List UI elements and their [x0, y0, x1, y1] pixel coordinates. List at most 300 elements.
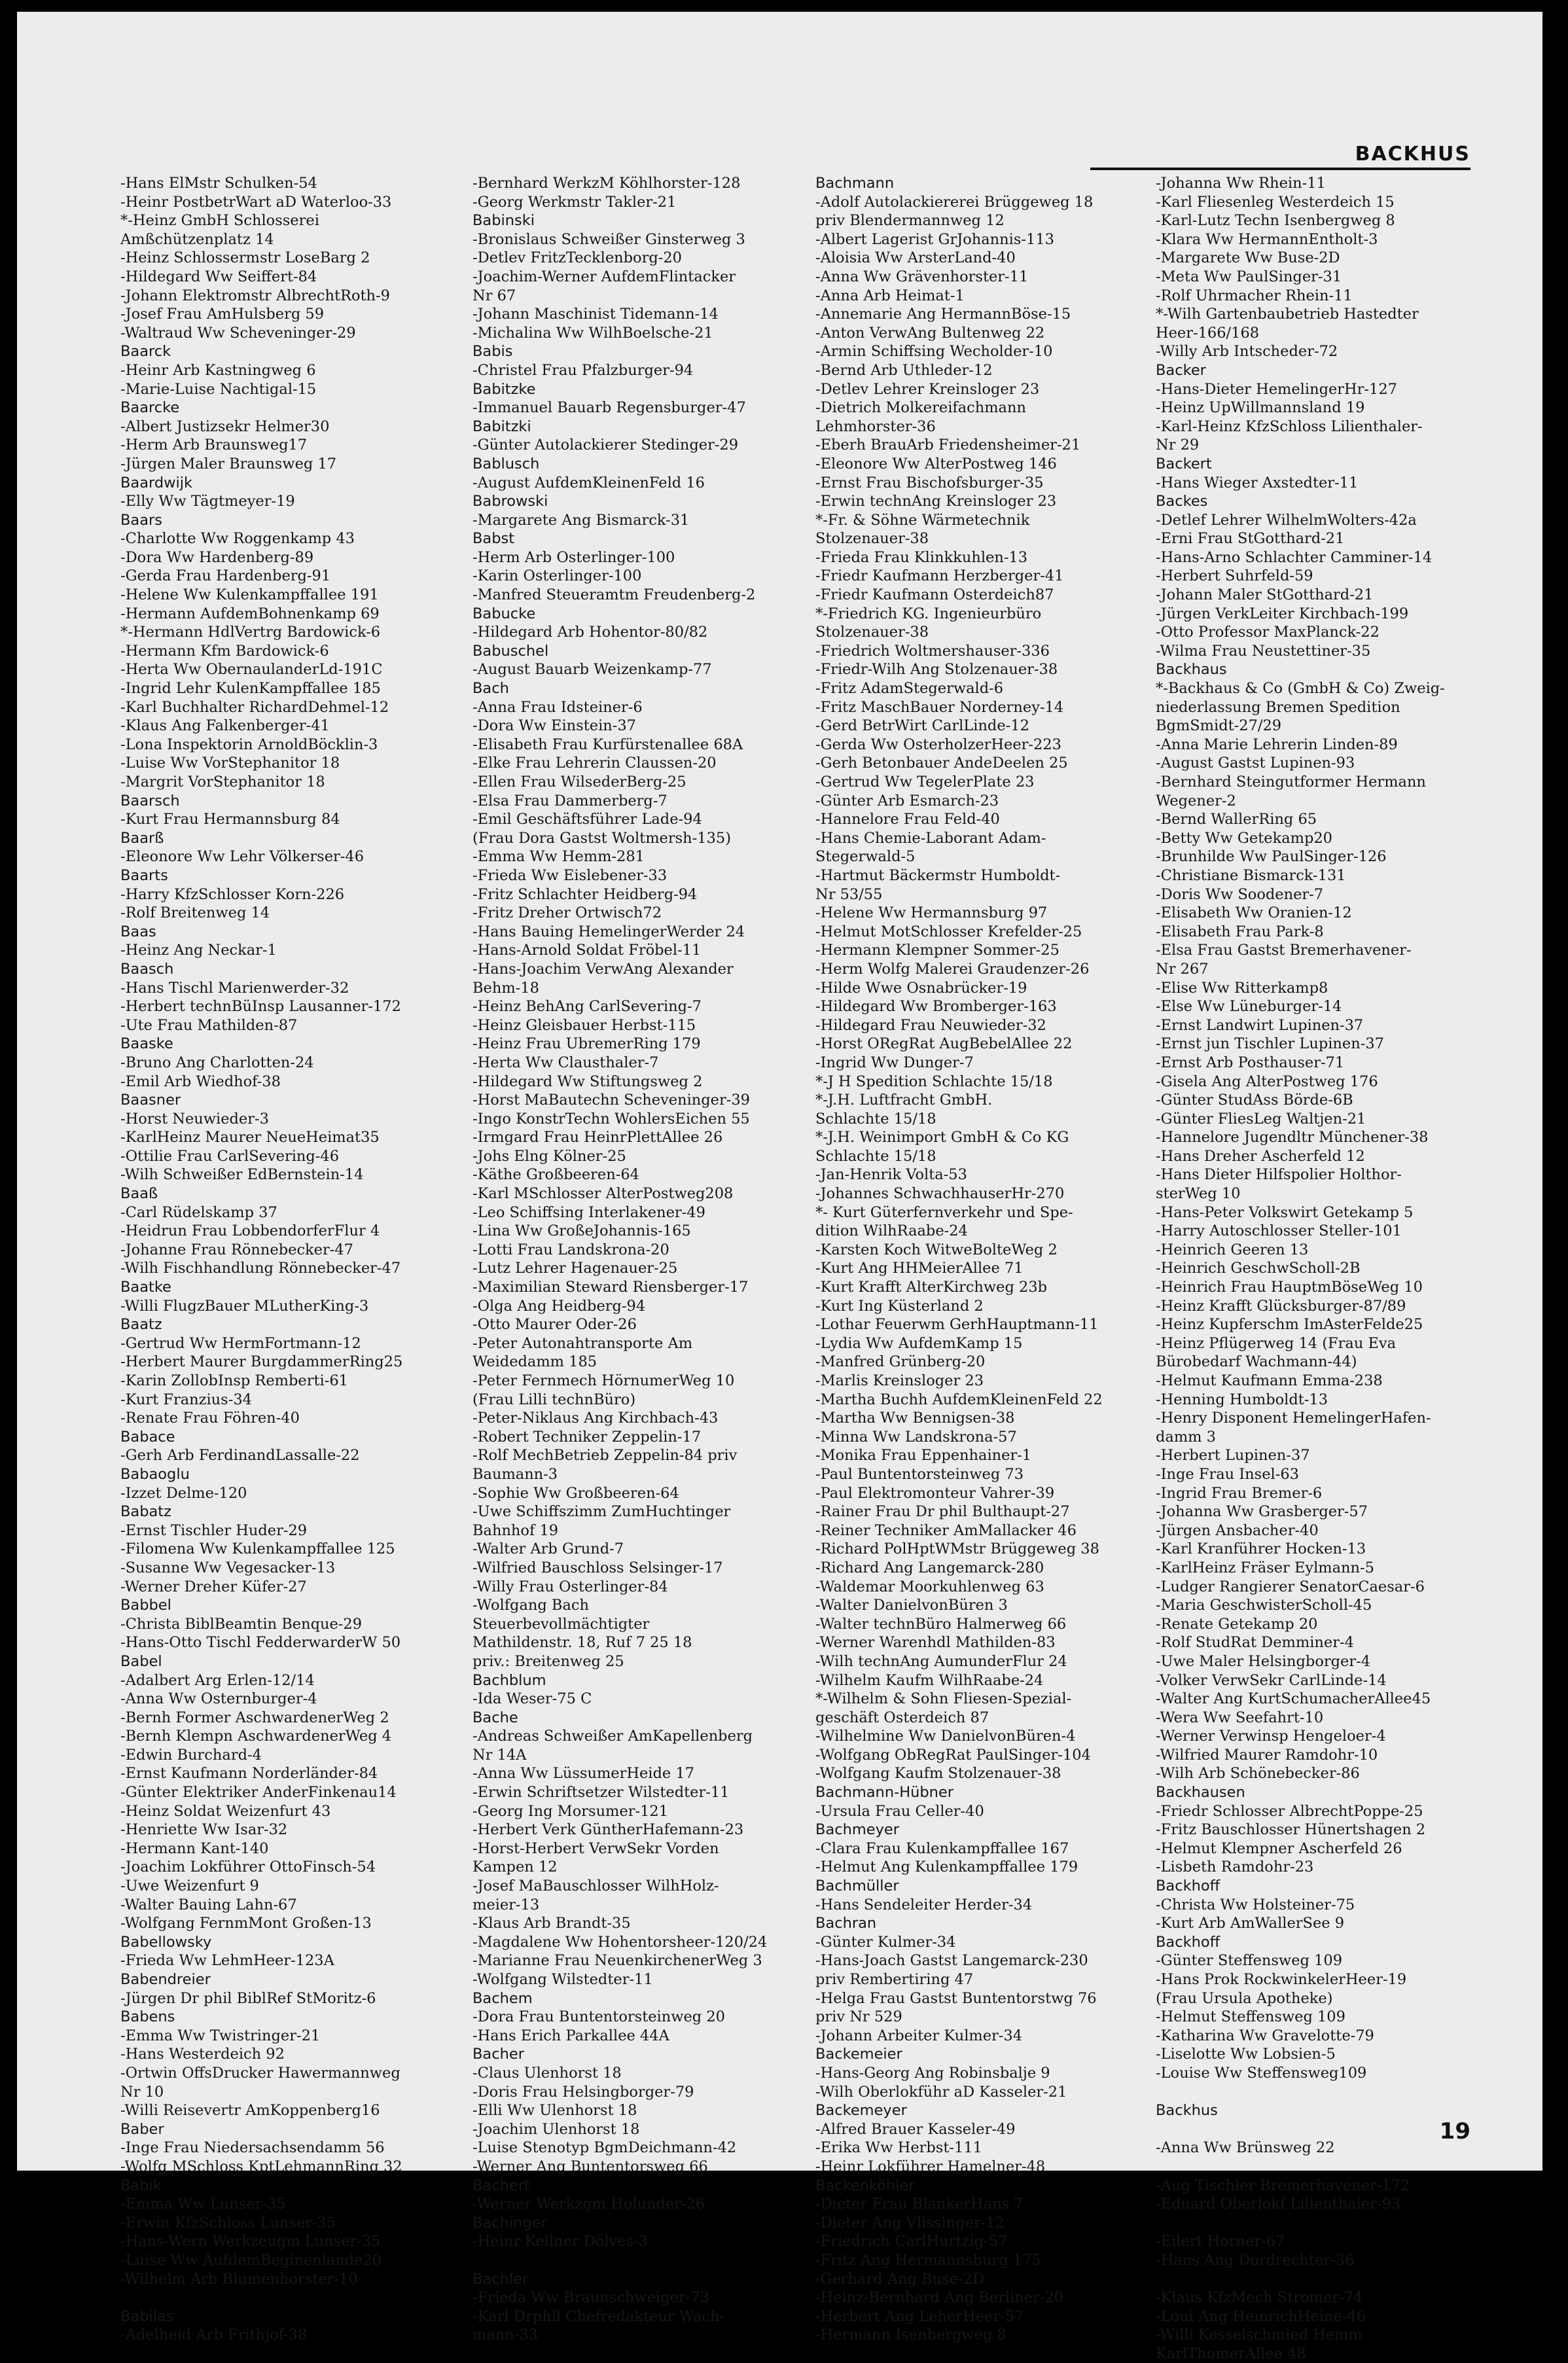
- directory-entry: -Peter Autonahtransporte Am: [472, 1334, 693, 1352]
- directory-entry: -Otto Maurer Oder-26: [472, 1316, 637, 1334]
- directory-entry: *-J.H. Luftfracht GmbH.: [815, 1092, 993, 1109]
- directory-entry: -Margarete Ang Bismarck-31: [472, 511, 690, 529]
- directory-entry: -Lydia Ww AufdemKamp 15: [815, 1334, 1023, 1352]
- directory-entry: -Heinz Frau UbremerRing 179: [472, 1035, 701, 1053]
- directory-page: [17, 12, 1542, 2362]
- directory-entry: -Georg Ing Morsumer-121: [472, 1802, 669, 1820]
- directory-entry: -Hildegard Ww Seiffert-84: [120, 268, 317, 285]
- directory-entry: -Lotti Frau Landskrona-20: [472, 1241, 669, 1258]
- directory-entry: -Eilert Horner-67: [1156, 2233, 1285, 2250]
- directory-entry: -Volker VerwSekr CarlLinde-14: [1156, 1671, 1387, 1689]
- directory-entry: -Karl-Lutz Techn Isenbergweg 8: [1156, 212, 1395, 230]
- directory-entry: -Elly Ww Tägtmeyer-19: [120, 493, 295, 510]
- directory-entry: -Hermann Klempner Sommer-25: [815, 942, 1060, 959]
- blank-line: [1156, 2158, 1493, 2176]
- directory-entry: -Elsa Frau Dammerberg-7: [472, 792, 668, 809]
- directory-entry: -Willy Arb Intscheder-72: [1156, 343, 1338, 361]
- directory-entry: -Heinz Krafft Glücksburger-87/89: [1156, 1297, 1406, 1315]
- directory-entry: -Adalbert Arg Erlen-12/14: [120, 1671, 315, 1689]
- directory-entry: -Friedrich CarlHurtzig-57: [815, 2233, 1008, 2250]
- directory-entry: -Hilde Wwe Osnabrücker-19: [815, 979, 1027, 997]
- directory-entry: -Lona Inspektorin ArnoldBöcklin-3: [120, 736, 378, 753]
- directory-entry: -Hildegard Arb Hohentor-80/82: [472, 624, 708, 641]
- directory-entry: -Joachim Ulenhorst 18: [472, 2120, 640, 2138]
- surname-heading: Bachem: [472, 1989, 533, 2007]
- directory-entry: -Karl MSchlosser AlterPostweg208: [472, 1185, 734, 1203]
- directory-entry: -Herm Arb Braunsweg17: [120, 436, 308, 454]
- directory-entry: -Walter Arb Grund-7: [472, 1540, 624, 1558]
- directory-entry: -Herta Ww Clausthaler-7: [472, 1054, 659, 1071]
- directory-entry: -Gisela Ang AlterPostweg 176: [1156, 1073, 1378, 1090]
- directory-entry: -Robert Techniker Zeppelin-17: [472, 1428, 702, 1446]
- directory-entry: -Ursula Frau Celler-40: [815, 1802, 984, 1820]
- directory-entry: -Hans-Wern Werkzeugm Lunser-35: [120, 2233, 381, 2250]
- directory-entry: -Heinz BehAng CarlSevering-7: [472, 998, 702, 1016]
- directory-entry: niederlassung Bremen Spedition: [1156, 698, 1400, 716]
- directory-entry: dition WilhRaabe-24: [815, 1222, 968, 1240]
- directory-entry: -Rainer Frau Dr phil Bulthaupt-27: [815, 1503, 1070, 1521]
- directory-entry: -Joachim-Werner AufdemFlintacker: [472, 268, 736, 285]
- directory-entry: -Hans Chemie-Laborant Adam-: [815, 829, 1046, 847]
- directory-entry: *- Kurt Güterfernverkehr und Spe-: [815, 1203, 1073, 1221]
- directory-entry: -Meta Ww PaulSinger-31: [1156, 268, 1342, 285]
- directory-entry: -Helga Frau Gastst Buntentorstwg 76: [815, 1989, 1097, 2007]
- surname-heading: Babst: [472, 530, 515, 548]
- directory-entry: -Detlev FritzTecklenborg-20: [472, 249, 682, 267]
- directory-entry: -Kurt Krafft AlterKirchweg 23b: [815, 1279, 1048, 1296]
- directory-entry: Wegener-2: [1156, 792, 1236, 809]
- directory-entry: -Detlef Lehrer WilhelmWolters-42a: [1156, 511, 1417, 529]
- directory-entry: -Renate Frau Föhren-40: [120, 1410, 300, 1427]
- directory-entry: -Aloisia Ww ArsterLand-40: [815, 249, 1016, 267]
- directory-entry: -Kurt Frau Hermannsburg 84: [120, 811, 340, 828]
- surname-heading: Baas: [120, 923, 156, 940]
- directory-entry: -Jürgen VerkLeiter Kirchbach-199: [1156, 605, 1409, 622]
- directory-entry: -Jürgen Dr phil BiblRef StMoritz-6: [120, 1989, 376, 2007]
- directory-column-1: [120, 174, 457, 2345]
- directory-entry: -Kurt Franzius-34: [120, 1391, 252, 1408]
- directory-entry: -Irmgard Frau HeinrPlettAllee 26: [472, 1129, 723, 1146]
- directory-entry: -Herm Wolfg Malerei Graudenzer-26: [815, 960, 1090, 978]
- directory-entry: priv Rembertiring 47: [815, 1971, 974, 1988]
- directory-entry: -Hannelore Frau Feld-40: [815, 811, 1000, 828]
- directory-entry: -Willi Reisevertr AmKoppenberg16: [120, 2102, 380, 2120]
- directory-entry: -Hans-Joachim VerwAng Alexander: [472, 960, 734, 978]
- surname-heading: Baaske: [120, 1035, 173, 1053]
- directory-entry: -Bronislaus Schweißer Ginsterweg 3: [472, 230, 745, 248]
- directory-entry: -Elke Frau Lehrerin Claussen-20: [472, 755, 717, 772]
- directory-entry: -Luise Ww VorStephanitor 18: [120, 755, 340, 772]
- directory-entry: -Uwe Schiffszimm ZumHuchtinger: [472, 1503, 731, 1521]
- surname-heading: Babitzke: [472, 380, 536, 398]
- surname-heading: Backer: [1156, 361, 1206, 379]
- surname-heading: Backemeyer: [815, 2102, 907, 2120]
- directory-entry: -Horst MaBautechn Scheveninger-39: [472, 1092, 750, 1109]
- directory-entry: -Hannelore Jugendltr Münchener-38: [1156, 1129, 1429, 1146]
- surname-heading: Backhus: [1156, 2102, 1218, 2120]
- directory-entry: -Karl Drphil Chefredakteur Wach-: [472, 2307, 725, 2325]
- directory-entry: -Waltraud Ww Scheveninger-29: [120, 324, 356, 342]
- surname-heading: Bach: [472, 680, 509, 698]
- directory-entry: Nr 267: [1156, 960, 1209, 978]
- directory-entry: -Maximilian Steward Riensberger-17: [472, 1279, 749, 1296]
- directory-entry: -Kurt Ing Küsterland 2: [815, 1297, 984, 1315]
- surname-heading: Bacher: [472, 2046, 524, 2063]
- directory-entry: -Jan-Henrik Volta-53: [815, 1166, 967, 1184]
- directory-entry: -Erwin Schriftsetzer Wilstedter-11: [472, 1784, 730, 1802]
- directory-entry: -Liselotte Ww Lobsien-5: [1156, 2046, 1336, 2063]
- directory-entry: -Karl-Heinz KfzSchloss Lilienthaler-: [1156, 418, 1423, 435]
- directory-entry: -Margrit VorStephanitor 18: [120, 773, 325, 791]
- directory-entry: -Bernhard Steingutformer Hermann: [1156, 773, 1426, 791]
- directory-entry: *-Wilh Gartenbaubetrieb Hastedter: [1156, 306, 1419, 323]
- directory-entry: -Hans-Dieter HemelingerHr-127: [1156, 380, 1397, 398]
- directory-entry: -Filomena Ww Kulenkampffallee 125: [120, 1540, 395, 1558]
- directory-entry: -Lisbeth Ramdohr-23: [1156, 1858, 1314, 1876]
- directory-entry: -Karin Osterlinger-100: [472, 567, 642, 585]
- directory-entry: -Ida Weser-75 C: [472, 1690, 592, 1708]
- directory-entry: -Helmut Kaufmann Emma-238: [1156, 1372, 1383, 1389]
- directory-entry: -Friedr Kaufmann Osterdeich87: [815, 586, 1054, 604]
- directory-entry: Weidedamm 185: [472, 1353, 597, 1371]
- directory-entry: -August AufdemKleinenFeld 16: [472, 474, 705, 491]
- directory-entry: -Annemarie Ang HermannBöse-15: [815, 306, 1071, 323]
- directory-entry: -Gerda Frau Hardenberg-91: [120, 567, 331, 585]
- directory-entry: -Horst ORegRat AugBebelAllee 22: [815, 1035, 1073, 1053]
- surname-heading: Babens: [120, 2008, 175, 2026]
- directory-entry: -Kurt Arb AmWallerSee 9: [1156, 1915, 1345, 1932]
- directory-entry: -Heinz-Bernhard Ang Berliner-20: [815, 2289, 1064, 2307]
- directory-entry: Amßchützenplatz 14: [120, 230, 274, 248]
- directory-entry: -Georg Werkmstr Takler-21: [472, 193, 677, 211]
- directory-entry: -Wolfg MSchloss KptLehmannRing 32: [120, 2158, 402, 2175]
- surname-heading: Backert: [1156, 455, 1212, 472]
- directory-entry: -Dora Frau Buntentorsteinweg 20: [472, 2008, 725, 2026]
- directory-entry: -Heinr PostbetrWart aD Waterloo-33: [120, 193, 392, 211]
- surname-heading: Backhaus: [1156, 661, 1227, 679]
- directory-entry: -Ernst Tischler Huder-29: [120, 1521, 308, 1539]
- directory-entry: -Günter Autolackierer Stedinger-29: [472, 436, 739, 454]
- directory-entry: -Bernh Klempn AschwardenerWeg 4: [120, 1728, 392, 1745]
- directory-entry: priv Nr 529: [815, 2008, 902, 2026]
- directory-entry: -Gerda Ww OsterholzerHeer-223: [815, 736, 1061, 753]
- directory-column-2: [472, 174, 810, 2345]
- directory-entry: Schlachte 15/18: [815, 1110, 936, 1128]
- surname-heading: Bachert: [472, 2176, 530, 2194]
- surname-heading: Babitzki: [472, 418, 531, 435]
- surname-heading: Babik: [120, 2176, 162, 2194]
- directory-entry: -Michalina Ww WilhBoelsche-21: [472, 324, 713, 342]
- directory-entry: -Emma Ww Hemm-281: [472, 848, 645, 866]
- surname-heading: Baardwijk: [120, 474, 193, 491]
- directory-entry: -Helmut Ang Kulenkampffallee 179: [815, 1858, 1078, 1876]
- directory-entry: -Joachim Lokführer OttoFinsch-54: [120, 1858, 376, 1876]
- directory-entry: -Reiner Techniker AmMallacker 46: [815, 1521, 1077, 1539]
- directory-entry: damm 3: [1156, 1428, 1216, 1446]
- directory-entry: -Ellen Frau WilsederBerg-25: [472, 773, 686, 791]
- directory-entry: -Werner Werkzgm Holunder-26: [472, 2195, 705, 2213]
- directory-entry: Nr 29: [1156, 436, 1200, 454]
- surname-heading: Baarts: [120, 866, 168, 884]
- directory-entry: -Wilma Frau Neustettiner-35: [1156, 642, 1371, 660]
- directory-entry: -Andreas Schweißer AmKapellenberg: [472, 1728, 753, 1745]
- surname-heading: Bachmann: [815, 175, 895, 192]
- directory-entry: -Fritz MaschBauer Norderney-14: [815, 698, 1064, 716]
- directory-entry: -Heinr Arb Kastningweg 6: [120, 361, 316, 379]
- directory-entry: -Anna Ww Grävenhorster-11: [815, 268, 1029, 285]
- directory-entry: *-J H Spedition Schlachte 15/18: [815, 1073, 1053, 1090]
- directory-entry: -Bernd WallerRing 65: [1156, 811, 1317, 828]
- directory-entry: Behm-18: [472, 979, 539, 997]
- directory-entry: -Willi FlugzBauer MLutherKing-3: [120, 1297, 369, 1315]
- directory-entry: -Ute Frau Mathilden-87: [120, 1016, 298, 1034]
- directory-entry: -Inge Frau Insel-63: [1156, 1465, 1299, 1483]
- directory-entry: -Heinz Kupferschm ImAsterFelde25: [1156, 1316, 1423, 1334]
- directory-entry: -Magdalene Ww Hohentorsheer-120/24: [472, 1933, 768, 1951]
- directory-entry: -Friedr-Wilh Ang Stolzenauer-38: [815, 661, 1058, 679]
- directory-entry: -Else Ww Lüneburger-14: [1156, 998, 1342, 1016]
- directory-entry: -Friedr Schlosser AlbrechtPoppe-25: [1156, 1802, 1423, 1820]
- directory-entry: sterWeg 10: [1156, 1185, 1241, 1203]
- surname-heading: Backhoff: [1156, 1933, 1221, 1951]
- directory-entry: -Maria GeschwisterScholl-45: [1156, 1597, 1372, 1614]
- directory-entry: -Albert Justizsekr Helmer30: [120, 418, 330, 435]
- directory-entry: -Johanna Ww Rhein-11: [1156, 175, 1326, 192]
- directory-entry: -Betty Ww Getekamp20: [1156, 829, 1332, 847]
- directory-entry: -Katharina Ww Gravelotte-79: [1156, 2027, 1374, 2044]
- directory-entry: *-Wilhelm & Sohn Fliesen-Spezial-: [815, 1690, 1072, 1708]
- directory-entry: -Karl Fliesenleg Westerdeich 15: [1156, 193, 1395, 211]
- directory-entry: -Christiane Bismarck-131: [1156, 866, 1346, 884]
- directory-entry: -Erni Frau StGotthard-21: [1156, 530, 1345, 548]
- directory-entry: -Elsa Frau Gastst Bremerhavener-: [1156, 942, 1412, 959]
- directory-entry: Schlachte 15/18: [815, 1147, 936, 1165]
- surname-heading: Babaoglu: [120, 1465, 190, 1483]
- directory-entry: -Wolfgang Kaufm Stolzenauer-38: [815, 1765, 1061, 1783]
- directory-entry: -Claus Ulenhorst 18: [472, 2064, 622, 2082]
- directory-entry: -Fritz Bauschlosser Hünertshagen 2: [1156, 1821, 1426, 1839]
- directory-entry: -Paul Buntentorsteinweg 73: [815, 1465, 1024, 1483]
- directory-entry: -Gerd BetrWirt CarlLinde-12: [815, 717, 1029, 735]
- directory-entry: -Immanuel Bauarb Regensburger-47: [472, 399, 746, 417]
- directory-entry: -Friedr Kaufmann Herzberger-41: [815, 567, 1064, 585]
- directory-entry: -Wilh Arb Schönebecker-86: [1156, 1765, 1360, 1783]
- directory-entry: -Eduard Oberlokf Lilienthaler-93: [1156, 2195, 1401, 2213]
- directory-entry: -Rolf MechBetrieb Zeppelin-84 priv: [472, 1447, 738, 1465]
- blank-line: [1156, 2270, 1493, 2289]
- directory-entry: -Marianne Frau NeuenkirchenerWeg 3: [472, 1952, 762, 1970]
- directory-entry: Stolzenauer-38: [815, 624, 929, 641]
- directory-entry: -Olga Ang Heidberg-94: [472, 1297, 646, 1315]
- directory-entry: (Frau Lilli technBüro): [472, 1391, 636, 1408]
- directory-entry: -Klaus Ang Falkenberger-41: [120, 717, 330, 735]
- directory-entry: -Aug Tischler Bremerhavener-172: [1156, 2176, 1410, 2194]
- directory-entry: -Edwin Burchard-4: [120, 1746, 262, 1764]
- directory-entry: -Eberh BrauArb Friedensheimer-21: [815, 436, 1081, 454]
- directory-entry: (Frau Dora Gastst Woltmersh-135): [472, 829, 731, 847]
- directory-entry: -Bernhard WerkzM Köhlhorster-128: [472, 175, 741, 192]
- directory-entry: -Margarete Ww Buse-2D: [1156, 249, 1340, 267]
- directory-entry: -Ortwin OffsDrucker Hawermannweg: [120, 2064, 401, 2082]
- directory-entry: -Werner Verwinsp Hengeloer-4: [1156, 1728, 1386, 1745]
- surname-heading: Bachler: [472, 2270, 529, 2288]
- surname-heading: Bachmann-Hübner: [815, 1784, 954, 1802]
- directory-entry: -Paul Elektromonteur Vahrer-39: [815, 1484, 1055, 1502]
- directory-entry: -Hermann Kant-140: [120, 1839, 269, 1857]
- directory-entry: -Wolfgang ObRegRat PaulSinger-104: [815, 1746, 1091, 1764]
- directory-entry: -Walter Bauing Lahn-67: [120, 1896, 297, 1913]
- directory-column-4: [1156, 174, 1493, 2363]
- surname-heading: Backhoff: [1156, 1877, 1221, 1895]
- directory-entry: -Hermann AufdemBohnenkamp 69: [120, 605, 380, 622]
- directory-entry: *-Heinz GmbH Schlosserei: [120, 212, 319, 230]
- directory-entry: -Brunhilde Ww PaulSinger-126: [1156, 848, 1387, 866]
- directory-entry: -Heinrich Frau HauptmBöseWeg 10: [1156, 1279, 1423, 1296]
- directory-entry: -Renate Getekamp 20: [1156, 1615, 1318, 1633]
- directory-entry: -Hildegard Frau Neuwieder-32: [815, 1016, 1046, 1034]
- directory-entry: -Johs Elng Kölner-25: [472, 1147, 626, 1165]
- directory-entry: Nr 14A: [472, 1746, 527, 1764]
- directory-entry: -Gerh Betonbauer AndeDeelen 25: [815, 755, 1068, 772]
- directory-entry: -Anna Marie Lehrerin Linden-89: [1156, 736, 1398, 753]
- directory-entry: -Ernst Landwirt Lupinen-37: [1156, 1016, 1364, 1034]
- directory-entry: -Gerh Arb FerdinandLassalle-22: [120, 1447, 360, 1465]
- directory-entry: -Alfred Brauer Kasseler-49: [815, 2120, 1016, 2138]
- directory-entry: -Hans-Otto Tischl FedderwarderW 50: [120, 1634, 401, 1652]
- directory-entry: -Emma Ww Lunser-35: [120, 2195, 286, 2213]
- directory-entry: -Walter DanielvonBüren 3: [815, 1597, 1008, 1614]
- directory-entry: -Armin Schiffsing Wecholder-10: [815, 343, 1053, 361]
- directory-entry: -Hans Wieger Axstedter-11: [1156, 474, 1359, 491]
- directory-entry: -Christel Frau Pfalzburger-94: [472, 361, 694, 379]
- directory-entry: -Emil Arb Wiedhof-38: [120, 1073, 281, 1090]
- directory-entry: -Bernd Arb Uthleder-12: [815, 361, 993, 379]
- directory-entry: -Kurt Ang HHMeierAllee 71: [815, 1260, 1024, 1277]
- directory-entry: -Hans Ang Dordrechter-36: [1156, 2251, 1355, 2269]
- directory-entry: -Dietrich Molkereifachmann: [815, 399, 1026, 417]
- directory-entry: Bürobedarf Wachmann-44): [1156, 1353, 1357, 1371]
- directory-entry: -KarlHeinz Maurer NeueHeimat35: [120, 1129, 380, 1146]
- directory-entry: *-Friedrich KG. Ingenieurbüro: [815, 605, 1042, 622]
- surname-heading: Baarck: [120, 343, 171, 361]
- directory-entry: -Fritz Schlachter Heidberg-94: [472, 885, 698, 903]
- directory-entry: -Uwe Maler Helsingborger-4: [1156, 1652, 1371, 1670]
- directory-entry: -Marlis Kreinsloger 23: [815, 1372, 984, 1389]
- directory-entry: -Heinz Ang Neckar-1: [120, 942, 277, 959]
- directory-entry: -Dora Ww Einstein-37: [472, 717, 636, 735]
- directory-entry: -Otto Professor MaxPlanck-22: [1156, 624, 1380, 641]
- directory-entry: -Willi Kesselschmied Hemm: [1156, 2326, 1363, 2344]
- directory-entry: -Christa BiblBeamtin Benque-29: [120, 1615, 363, 1633]
- directory-entry: -Hans Prok RockwinkelerHeer-19: [1156, 1971, 1407, 1988]
- surname-heading: Bachmeyer: [815, 1821, 900, 1839]
- directory-entry: -Wilh Oberlokführ aD Kasseler-21: [815, 2083, 1067, 2101]
- directory-entry: -Johann Maschinist Tidemann-14: [472, 306, 719, 323]
- surname-heading: Baaß: [120, 1185, 158, 1203]
- directory-entry: -Hans Westerdeich 92: [120, 2046, 285, 2063]
- surname-heading: Baarcke: [120, 399, 180, 417]
- directory-entry: -Frieda Ww Braunschweiger-73: [472, 2289, 709, 2307]
- directory-entry: -Hans Sendeleiter Herder-34: [815, 1896, 1033, 1913]
- directory-entry: -Wolfgang Bach: [472, 1597, 589, 1614]
- directory-entry: -Wilh Schweißer EdBernstein-14: [120, 1166, 364, 1184]
- surname-heading: Baars: [120, 511, 162, 529]
- directory-entry: -Hans Bauing HemelingerWerder 24: [472, 923, 745, 940]
- directory-entry: -Johannes SchwachhauserHr-270: [815, 1185, 1065, 1203]
- directory-entry: -Adolf Autolackiererei Brüggeweg 18: [815, 193, 1094, 211]
- directory-entry: KarlThomerAllee 48: [1156, 2345, 1306, 2362]
- directory-entry: -Anna Arb Heimat-1: [815, 287, 965, 304]
- directory-entry: -Hans-Arnold Soldat Fröbel-11: [472, 942, 702, 959]
- page-number: 19: [1439, 2118, 1470, 2144]
- directory-entry: -Heinrich GeschwScholl-2B: [1156, 1260, 1361, 1277]
- directory-entry: *-Backhaus & Co (GmbH & Co) Zweig-: [1156, 680, 1445, 698]
- directory-entry: -Ottilie Frau CarlSevering-46: [120, 1147, 340, 1165]
- directory-entry: -Gertrud Ww HermFortmann-12: [120, 1334, 361, 1352]
- directory-entry: -Karin ZollobInsp Remberti-61: [120, 1372, 348, 1389]
- directory-entry: -Hans Tischl Marienwerder-32: [120, 979, 349, 997]
- directory-entry: -Hans Dreher Ascherfeld 12: [1156, 1147, 1365, 1165]
- directory-entry: -Herbert Ang LeherHeer-57: [815, 2307, 1024, 2325]
- directory-entry: -Helmut MotSchlosser Krefelder-25: [815, 923, 1082, 940]
- directory-entry: -Gertrud Ww TegelerPlate 23: [815, 773, 1035, 791]
- directory-entry: -Werner Dreher Küfer-27: [120, 1578, 307, 1595]
- directory-entry: -Anna Ww LüssumerHeide 17: [472, 1765, 694, 1783]
- directory-entry: -Wilfried Bauschloss Selsinger-17: [472, 1559, 723, 1576]
- directory-entry: priv.: Breitenweg 25: [472, 1652, 624, 1670]
- directory-entry: -Hans-Arno Schlachter Camminer-14: [1156, 548, 1433, 566]
- directory-entry: Nr 10: [120, 2083, 164, 2101]
- directory-entry: -Jürgen Ansbacher-40: [1156, 1521, 1319, 1539]
- surname-heading: Bachblum: [472, 1671, 546, 1689]
- blank-line: [472, 2251, 810, 2270]
- directory-entry: -Fritz Dreher Ortwisch72: [472, 904, 662, 922]
- directory-entry: -Richard PolHptWMstr Brüggeweg 38: [815, 1540, 1099, 1558]
- directory-entry: -Elli Ww Ulenhorst 18: [472, 2102, 637, 2120]
- surname-heading: Babis: [472, 343, 513, 361]
- directory-entry: -Hildegard Ww Bromberger-163: [815, 998, 1057, 1016]
- directory-entry: -Harry Autoschlosser Steller-101: [1156, 1222, 1402, 1240]
- directory-entry: -Henriette Ww Isar-32: [120, 1821, 288, 1839]
- directory-entry: -Herm Arb Osterlinger-100: [472, 548, 675, 566]
- directory-entry: -Wilhelmine Ww DanielvonBüren-4: [815, 1728, 1076, 1745]
- directory-entry: -Sophie Ww Großbeeren-64: [472, 1484, 679, 1502]
- directory-entry: Steuerbevollmächtigter: [472, 1615, 650, 1633]
- surname-heading: Babucke: [472, 605, 536, 622]
- directory-entry: -Josef MaBauschlosser WilhHolz-: [472, 1877, 719, 1895]
- surname-heading: Babbel: [120, 1597, 171, 1614]
- directory-entry: -Dieter Ang Vlissinger-12: [815, 2214, 1005, 2231]
- directory-entry: -Wilfried Maurer Ramdohr-10: [1156, 1746, 1378, 1764]
- directory-entry: -Detlev Lehrer Kreinsloger 23: [815, 380, 1040, 398]
- surname-heading: Baarß: [120, 829, 164, 847]
- surname-heading: Babellowsky: [120, 1933, 212, 1951]
- directory-entry: -Ingrid Ww Dunger-7: [815, 1054, 974, 1071]
- directory-entry: -Rolf Breitenweg 14: [120, 904, 270, 922]
- surname-heading: Bablusch: [472, 455, 540, 472]
- directory-entry: -Wilh Fischhandlung Rönnebecker-47: [120, 1260, 401, 1277]
- directory-entry: -Walter Ang KurtSchumacherAllee45: [1156, 1690, 1431, 1708]
- surname-heading: Bachran: [815, 1915, 877, 1932]
- directory-entry: -Klara Ww HermannEntholt-3: [1156, 230, 1378, 248]
- directory-entry: -Marie-Luise Nachtigal-15: [120, 380, 317, 398]
- surname-heading: Bachmüller: [815, 1877, 899, 1895]
- directory-entry: -Helene Ww Hermannsburg 97: [815, 904, 1048, 922]
- directory-entry: -Heinrich Geeren 13: [1156, 1241, 1309, 1258]
- directory-entry: -Helmut Klempner Ascherfeld 26: [1156, 1839, 1402, 1857]
- directory-entry: -Anna Ww Brünsweg 22: [1156, 2139, 1335, 2157]
- directory-entry: -Rolf StudRat Demminer-4: [1156, 1634, 1354, 1652]
